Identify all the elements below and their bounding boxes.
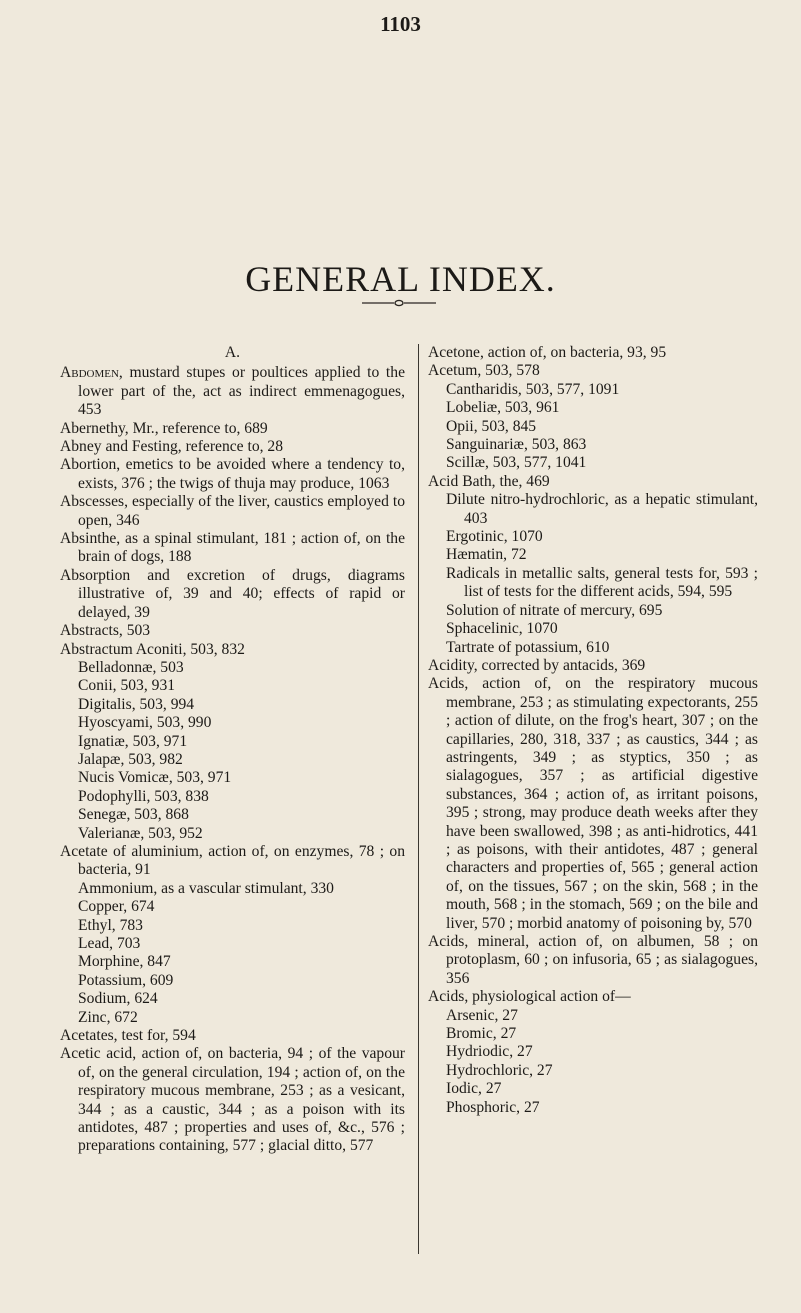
entry-text: Belladonnæ, 503 <box>78 658 184 676</box>
index-entry <box>428 344 758 362</box>
index-entry <box>60 567 405 622</box>
entry-text: Acetate of aluminium, action of, on enzymes, 78 ; on bacteria, 91 <box>60 842 405 879</box>
index-subentry <box>428 546 758 564</box>
entry-text: Cantharidis, 503, 577, 1091 <box>446 380 620 398</box>
entry-text: Abortion, emetics to be avoided where a tendency to, exists, 376 ; the twigs of thuja may produce, 1063 <box>60 456 405 492</box>
entry-text: Acetates, test for, 594 <box>60 1027 196 1045</box>
entry-text: Acids, physiological action of— <box>428 988 631 1006</box>
index-subentry <box>428 639 758 657</box>
index-subentry <box>428 602 758 620</box>
entry-text: Bromic, 27 <box>446 1025 517 1043</box>
entry-text: Hyoscyami, 503, 990 <box>78 714 212 732</box>
page-title: GENERAL INDEX. <box>245 259 556 299</box>
entry-text: Solution of nitrate of mercury, 695 <box>446 601 663 619</box>
entry-text: Acids, action of, on the respiratory mucous membrane, 253 ; as stimulating expectorants, 255 ; action of dilute, on the frog's heart, 307 ; on the capillaries, 280, 318, 337 ; as caustics, 344 ; as astringents, 349 ; as styptics, 350 ; as sialagogues, 357 ; as artificial digestive substances, 364 ; action of, as irritant poisons, 395 ; strong, may produce death weeks after they have been swallowed, 398 ; as anti-hidrotics, 441 ; as poisons, with their antidotes, 487 ; general characters and properties of, 565 ; general action of, on the tissues, 567 ; on the skin, 568 ; in the mouth, 568 ; in the stomach, 569 ; on the bile and liver, 570 ; morbid anatomy of poisoning by, 570 <box>428 675 758 932</box>
index-subentry <box>428 381 758 399</box>
entry-text: Iodic, 27 <box>446 1080 502 1098</box>
index-entry <box>428 988 758 1006</box>
entry-text: Valerianæ, 503, 952 <box>78 824 203 842</box>
index-subentry <box>60 1009 405 1027</box>
entry-text: Abernethy, Mr., reference to, 689 <box>60 419 268 437</box>
entry-text: Potassium, 609 <box>78 971 174 989</box>
index-subentry <box>428 1025 758 1043</box>
index-subentry <box>428 454 758 472</box>
index-column-left <box>60 344 405 1156</box>
entry-text: Acetum, 503, 578 <box>428 362 540 380</box>
index-subentry <box>60 880 405 898</box>
index-subentry <box>428 1099 758 1117</box>
entry-text: Sphacelinic, 1070 <box>446 620 558 638</box>
index-entry <box>428 473 758 491</box>
entry-text: Lobeliæ, 503, 961 <box>446 399 560 417</box>
index-subentry <box>428 565 758 602</box>
entry-text: Hydrochloric, 27 <box>446 1061 553 1079</box>
entry-text: Copper, 674 <box>78 898 155 916</box>
entry-text: Jalapæ, 503, 982 <box>78 750 183 768</box>
entry-text: Abney and Festing, reference to, 28 <box>60 438 284 456</box>
section-letter: A. <box>224 344 241 361</box>
index-subentry <box>428 1007 758 1025</box>
index-entry <box>60 456 405 493</box>
index-entry <box>60 1045 405 1155</box>
entry-text: Phosphoric, 27 <box>446 1098 540 1116</box>
entry-text: Conii, 503, 931 <box>78 677 176 695</box>
index-subentry <box>428 418 758 436</box>
index-subentry <box>60 696 405 714</box>
index-subentry <box>60 972 405 990</box>
index-subentry <box>428 1080 758 1098</box>
entry-text: Acid Bath, the, 469 <box>428 472 550 490</box>
index-entry <box>428 675 758 933</box>
index-subentry <box>60 990 405 1008</box>
index-subentry <box>60 935 405 953</box>
entry-text: Morphine, 847 <box>78 953 171 971</box>
index-entry <box>60 438 405 456</box>
entry-text: Abscesses, especially of the liver, caustics employed to open, 346 <box>60 493 405 529</box>
index-subentry <box>60 953 405 971</box>
entry-text: mustard stupes or poultices applied to the lower part of the, act as indirect emmenagogues, 453 <box>78 364 405 419</box>
index-entry <box>428 657 758 675</box>
entry-text: Ammonium, as a vascular stimulant, 330 <box>78 879 334 897</box>
index-subentry <box>60 677 405 695</box>
index-entry <box>428 933 758 988</box>
index-entry <box>60 530 405 567</box>
index-entry <box>60 641 405 659</box>
entry-text: Dilute nitro-hydrochloric, as a hepatic stimulant, 403 <box>446 491 758 527</box>
index-subentry <box>60 917 405 935</box>
index-entry <box>60 843 405 880</box>
entry-text: Arsenic, 27 <box>446 1006 518 1024</box>
index-subentry <box>428 620 758 638</box>
index-entries-right <box>428 344 758 1117</box>
entry-text: Senegæ, 503, 868 <box>78 806 189 824</box>
entry-text: Ethyl, 783 <box>78 916 143 934</box>
index-entry <box>60 493 405 530</box>
index-subentry <box>428 399 758 417</box>
column-divider <box>418 344 419 1254</box>
entry-heading: Abdomen, <box>60 364 123 382</box>
page-number: 1103 <box>380 12 421 36</box>
entry-text: Nucis Vomicæ, 503, 971 <box>78 769 232 787</box>
index-subentry <box>428 1062 758 1080</box>
entry-text: Ignatiæ, 503, 971 <box>78 732 188 750</box>
entry-text: Radicals in metallic salts, general tests for, 593 ; list of tests for the different acids, 594, 595 <box>446 564 758 601</box>
entry-text: Hæmatin, 72 <box>446 546 527 564</box>
entry-text: Abstractum Aconiti, 503, 832 <box>60 640 245 658</box>
entry-text: Sodium, 624 <box>78 990 158 1008</box>
index-subentry <box>60 806 405 824</box>
entry-text: Absorption and excretion of drugs, diagrams illustrative of, 39 and 40; effects of rapid or delayed, 39 <box>60 566 405 621</box>
index-entry <box>428 362 758 380</box>
index-subentry <box>60 659 405 677</box>
index-subentry <box>60 788 405 806</box>
entry-text: Podophylli, 503, 838 <box>78 787 209 805</box>
entry-text: Acetic acid, action of, on bacteria, 94 ; of the vapour of, on the general circulation, 194 ; action of, on the respiratory mucous membrane, 253 ; as a vesicant, 344 ; as a caustic, 344 ; as a poison with its antidotes, 487 ; properties and uses of, &c., 576 ; preparations containing, 577 ; glacial ditto, 577 <box>60 1045 405 1155</box>
entry-text: Opii, 503, 845 <box>446 417 537 435</box>
entry-text: Abstracts, 503 <box>60 622 151 640</box>
index-subentry <box>428 436 758 454</box>
entry-text: Acidity, corrected by antacids, 369 <box>428 656 646 674</box>
entry-text: Absinthe, as a spinal stimulant, 181 ; action of, on the brain of dogs, 188 <box>60 530 405 566</box>
index-subentry <box>60 733 405 751</box>
entry-text: Tartrate of potassium, 610 <box>446 638 610 656</box>
index-subentry <box>428 491 758 528</box>
entry-text: Scillæ, 503, 577, 1041 <box>446 454 587 472</box>
index-subentry <box>60 714 405 732</box>
index-column-right <box>428 344 758 1117</box>
index-subentry <box>60 751 405 769</box>
index-entry <box>60 420 405 438</box>
index-entry <box>60 1027 405 1045</box>
index-entry <box>60 364 405 419</box>
index-entry <box>60 622 405 640</box>
entry-text: Acids, mineral, action of, on albumen, 58 ; on protoplasm, 60 ; on infusoria, 65 ; as sialagogues, 356 <box>428 933 758 987</box>
entry-text: Lead, 703 <box>78 935 141 952</box>
index-subentry <box>60 898 405 916</box>
entry-text: Zinc, 672 <box>78 1008 138 1026</box>
index-subentry <box>428 528 758 546</box>
index-subentry <box>60 825 405 843</box>
ornament-rule <box>354 299 444 307</box>
index-subentry <box>60 769 405 787</box>
entry-text: Ergotinic, 1070 <box>446 528 543 546</box>
index-entries-left <box>60 364 405 1155</box>
entry-text: Hydriodic, 27 <box>446 1043 533 1061</box>
entry-text: Sanguinariæ, 503, 863 <box>446 436 587 454</box>
index-subentry <box>428 1043 758 1061</box>
entry-text: Digitalis, 503, 994 <box>78 695 195 713</box>
entry-text: Acetone, action of, on bacteria, 93, 95 <box>428 344 667 361</box>
